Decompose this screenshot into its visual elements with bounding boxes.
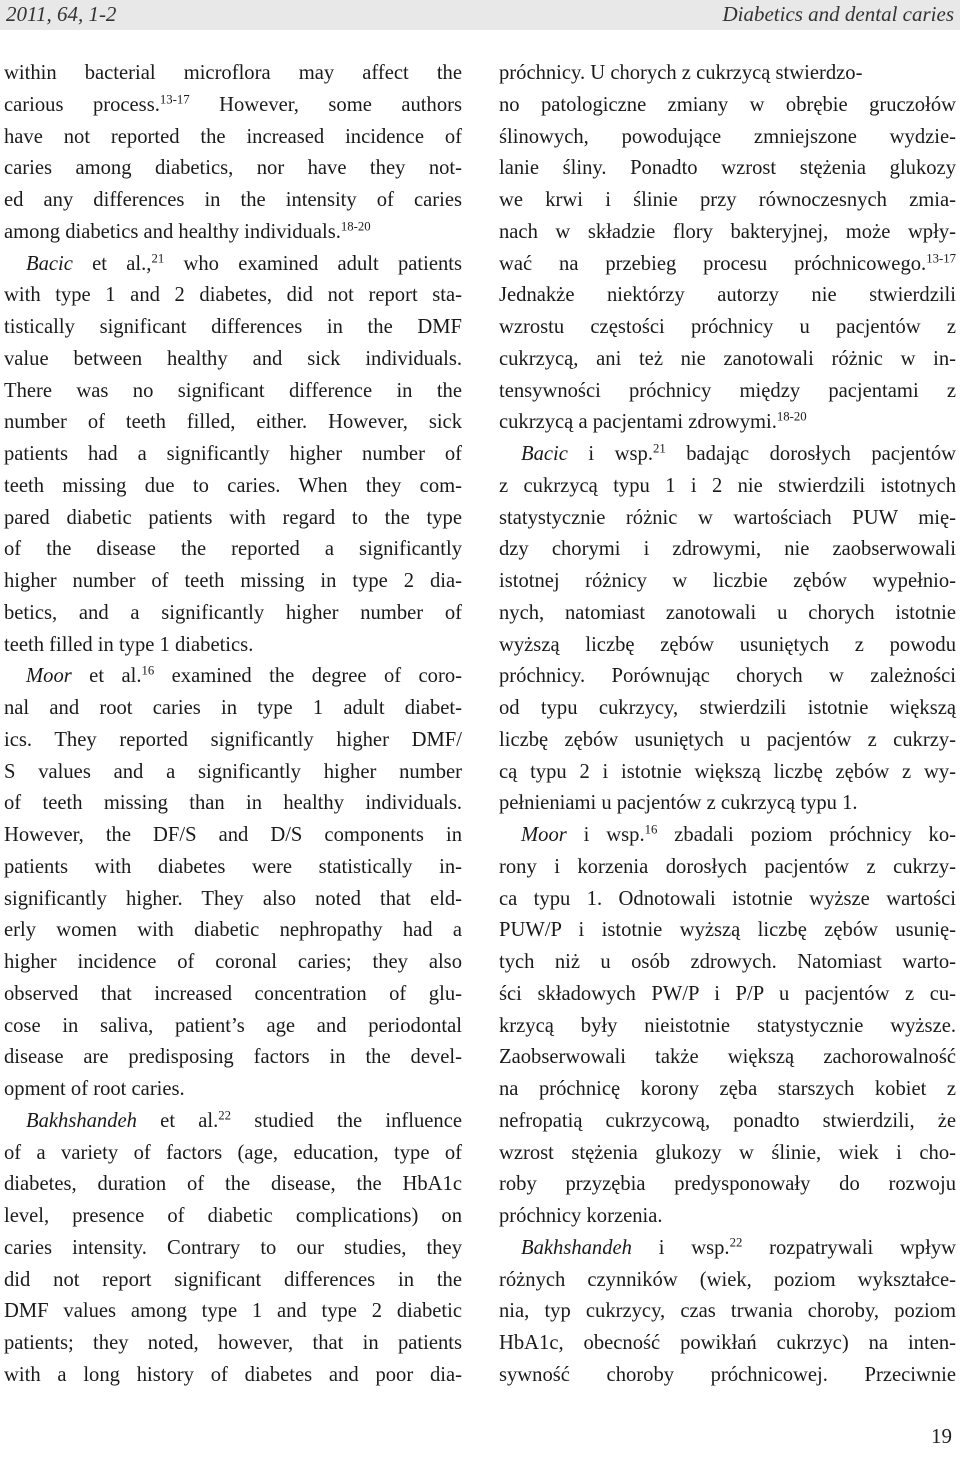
text-line: of teeth missing than in healthy individuals. xyxy=(4,792,462,815)
text-line: ed any differences in the intensity of caries xyxy=(4,189,462,211)
text-line: Moor i wsp.$^{16}$ zbadali poziom próchnicy ko- xyxy=(521,822,957,846)
text-line: istotnej różnicy w liczbie zębów wypełnio- xyxy=(499,570,956,592)
text-line: caries among diabetics, nor have they not- xyxy=(4,157,462,180)
text-line: teeth filled in type 1 diabetics. xyxy=(4,633,254,656)
text-line: nia, typ cukrzycy, czas trwania choroby, poziom xyxy=(499,1300,956,1323)
text-line: teeth missing due to caries. When they com- xyxy=(4,474,462,497)
text-line: patients had a significantly higher number of xyxy=(4,443,462,465)
text-line: cą typu 2 i istotnie większą liczbę zębów z wy- xyxy=(499,760,956,783)
text-line: Bakhshandeh i wsp.$^{22}$ rozpatrywali wpływ xyxy=(521,1235,956,1259)
text-line: number of teeth filled, either. However, sick xyxy=(4,411,462,434)
text-line: pared diabetic patients with regard to the type xyxy=(4,506,462,529)
text-line: DMF values among type 1 and type 2 diabetic xyxy=(4,1300,462,1323)
journal-issue: 2011, 64, 1-2 xyxy=(6,2,117,26)
text-line: patients; they noted, however, that in patients xyxy=(4,1332,462,1354)
text-line: nefropatią cukrzycową, ponadto stwierdzili, że xyxy=(499,1109,956,1132)
text-line: higher number of teeth missing in type 2 dia- xyxy=(4,570,462,592)
text-line: tensywności próchnicy między pacjentami z xyxy=(499,379,956,402)
text-line: within bacterial microflora may affect the xyxy=(4,62,462,84)
text-line: dzy chorymi i zdrowymi, nie zaobserwowali xyxy=(499,538,956,561)
text-line: betics, and a significantly higher number of xyxy=(4,601,462,624)
text-line: próchnicy korzenia. xyxy=(499,1205,663,1227)
text-line: level, presence of diabetic complications) on xyxy=(4,1205,462,1227)
text-line: with a long history of diabetes and poor dia- xyxy=(4,1363,462,1386)
text-line: cukrzycą, ani też nie zanotowali różnic w in- xyxy=(499,347,956,370)
text-line: nal and root caries in type 1 adult diabet- xyxy=(4,697,462,719)
text-line: ca typu 1. Odnotowali istotnie wyższe wartości xyxy=(499,887,956,910)
text-line: patients with diabetes were statistically in- xyxy=(4,855,462,878)
text-line: statystycznie różnic w wartościach PUW mię- xyxy=(499,506,956,529)
page-number: 19 xyxy=(931,1424,952,1448)
text-line: diabetes, duration of the disease, the HbA1c xyxy=(4,1173,462,1196)
text-line: wzrost stężenia glukozy w ślinie, wiek i cho- xyxy=(499,1141,956,1164)
text-line: na próchnicę korony zęba starszych kobiet z xyxy=(499,1078,956,1100)
text-line: higher incidence of coronal caries; they also xyxy=(4,951,462,973)
english-text-column xyxy=(4,58,462,1392)
text-line: we krwi i ślinie przy równoczesnych zmia- xyxy=(499,189,956,211)
text-line: caries intensity. Contrary to our studies, they xyxy=(4,1236,462,1259)
polish-text-column xyxy=(499,58,956,1392)
text-line: liczbę zębów usuniętych u pacjentów z cukrzy- xyxy=(499,728,956,751)
text-line: observed that increased concentration of glu- xyxy=(4,982,462,1005)
text-line: ści składowych PW/P i P/P u pacjentów z cu- xyxy=(499,982,956,1005)
text-line: However, the DF/S and D/S components in xyxy=(4,824,462,846)
text-line: disease are predisposing factors in the devel- xyxy=(4,1046,462,1069)
text-line: There was no significant difference in the xyxy=(4,379,462,402)
text-line: rony i korzenia dorosłych pacjentów z cukrzy- xyxy=(499,855,956,878)
text-line: ślinowych, powodujące zmniejszone wydzie- xyxy=(499,125,956,148)
text-line: krzycą były nieistotnie statystycznie wyższe. xyxy=(499,1014,956,1037)
text-line: of the disease the reported a significantly xyxy=(4,538,462,561)
text-line: with type 1 and 2 diabetes, did not report sta- xyxy=(4,284,462,307)
text-line: próchnicy. U chorych z cukrzycą stwierdzo- xyxy=(499,62,863,84)
text-line: value between healthy and sick individuals. xyxy=(4,347,462,370)
text-line: PUW/P i istotnie wyższą liczbę zębów usunię- xyxy=(499,919,956,942)
text-line: significantly higher. They also noted that eld- xyxy=(4,887,462,910)
text-line: Bakhshandeh et al.$^{22}$ studied the influence xyxy=(26,1108,462,1132)
text-line: wać na przebieg procesu próchnicowego.$^{13-17}$ xyxy=(499,250,956,275)
running-header xyxy=(0,0,960,30)
text-line: opment of root caries. xyxy=(4,1078,185,1100)
text-line: HbA1c, obecność powikłań cukrzyc) na inten- xyxy=(499,1332,956,1354)
text-line: Zaobserwowali także większą zachorowalność xyxy=(499,1046,956,1069)
text-line: z cukrzycą typu 1 i 2 nie stwierdzili istotnych xyxy=(499,474,956,497)
text-line: Bacic i wsp.$^{21}$ badając dorosłych pacjentów xyxy=(521,441,956,465)
text-line: Bacic et al.,$^{21}$ who examined adult patients xyxy=(26,250,462,275)
text-line: tych niż u osób zdrowych. Natomiast warto- xyxy=(499,951,956,973)
running-title: Diabetics and dental caries xyxy=(722,2,954,26)
text-line: wzrostu częstości próchnicy u pacjentów z xyxy=(499,316,956,338)
text-line: no patologiczne zmiany w obrębie gruczołów xyxy=(499,93,956,116)
text-line: roby przyzębia predysponowały do rozwoju xyxy=(499,1173,956,1196)
text-line: did not report significant differences in the xyxy=(4,1268,462,1291)
text-line: of a variety of factors (age, education, type of xyxy=(4,1141,462,1164)
text-line: carious process.$^{13-17}$ However, some authors xyxy=(4,92,462,116)
text-line: cose in saliva, patient’s age and periodontal xyxy=(4,1014,462,1037)
text-line: S values and a significantly higher number xyxy=(4,760,462,783)
text-line: pełnieniami u pacjentów z cukrzycą typu 1. xyxy=(499,792,858,815)
text-line: tistically significant differences in the DMF xyxy=(4,316,462,338)
text-line: ics. They reported significantly higher DMF/ xyxy=(4,728,462,751)
text-line: among diabetics and healthy individuals.$^{18-20}$ xyxy=(4,219,371,243)
text-line: nach w składzie flory bakteryjnej, może wpły- xyxy=(499,220,956,243)
text-line: nych, natomiast zanotowali u chorych istotnie xyxy=(499,601,956,624)
text-line: erly women with diabetic nephropathy had a xyxy=(4,919,462,942)
text-line: have not reported the increased incidence of xyxy=(4,125,462,148)
text-line: Jednakże niektórzy autorzy nie stwierdzili xyxy=(499,284,956,307)
text-line: różnych czynników (wiek, poziom wykształce- xyxy=(499,1268,956,1291)
text-line: próchnicy. Porównując chorych w zależności xyxy=(499,665,956,688)
text-line: Moor et al.$^{16}$ examined the degree of coro- xyxy=(26,663,462,688)
text-line: od typu cukrzycy, stwierdzili istotnie większą xyxy=(499,697,956,719)
text-line: sywność choroby próchnicowej. Przeciwnie xyxy=(499,1363,956,1386)
text-line: wyższą liczbę zębów usuniętych z powodu xyxy=(499,633,956,656)
text-line: lanie śliny. Ponadto wzrost stężenia glukozy xyxy=(499,157,956,180)
text-line: cukrzycą a pacjentami zdrowymi.$^{18-20}$ xyxy=(499,409,807,434)
